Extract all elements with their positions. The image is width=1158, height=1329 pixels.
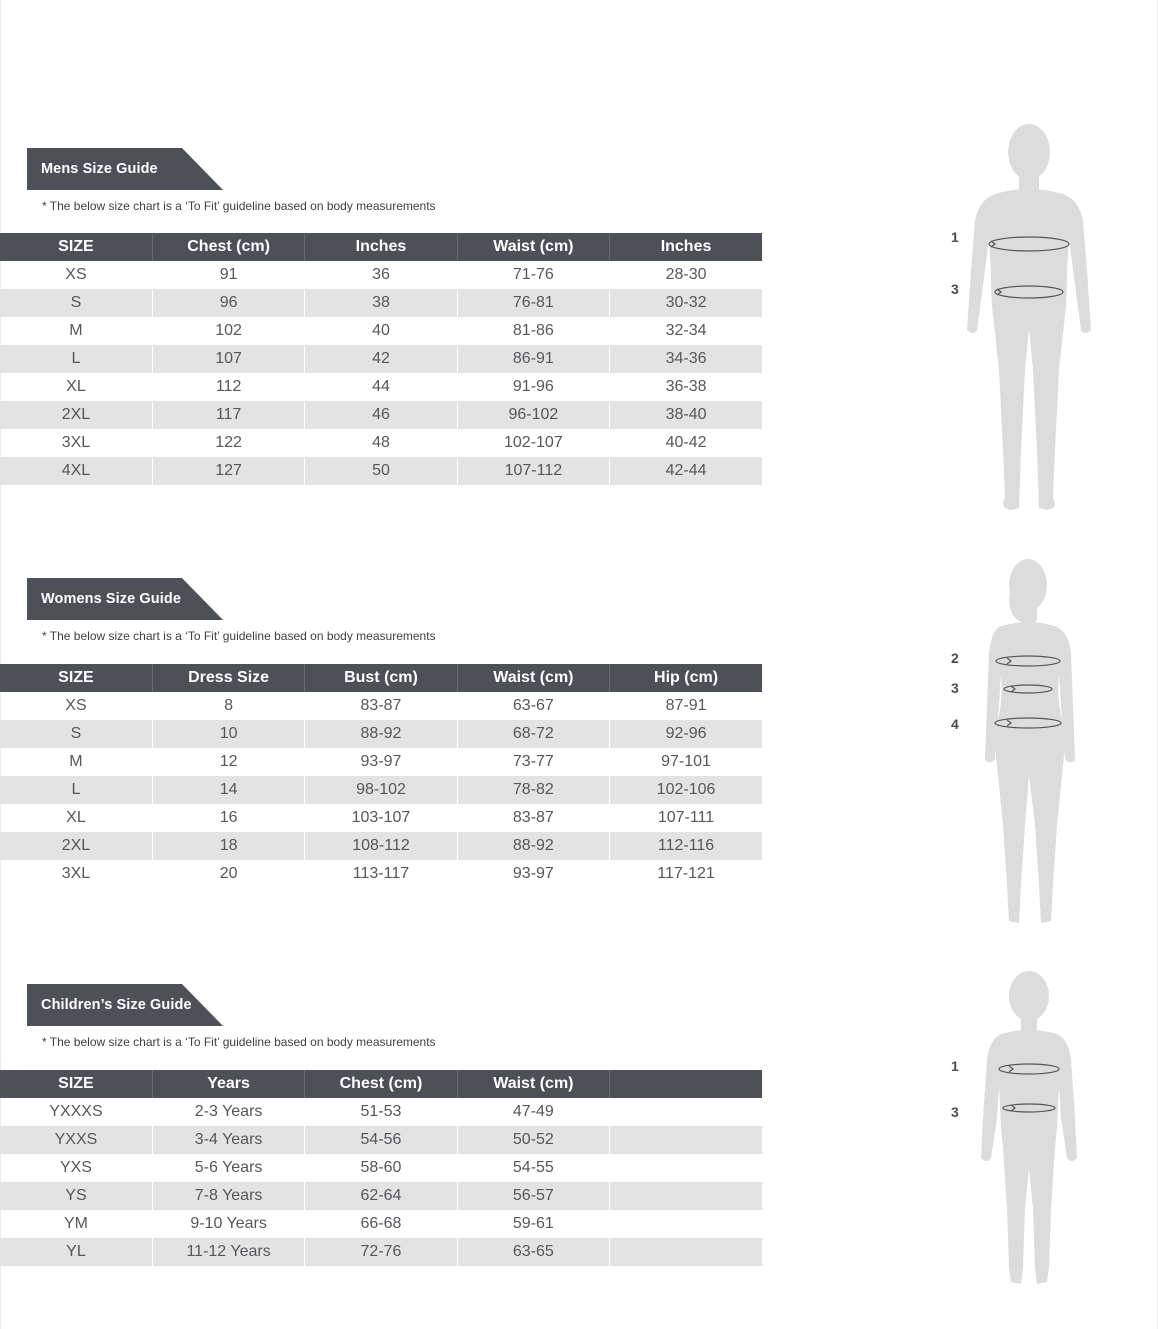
table-cell: YXXXS [49,1103,103,1120]
table-cell: 7-8 Years [152,1182,304,1210]
table-cell: 107 [152,345,304,373]
table-row [0,1238,762,1266]
womens-note: * The below size chart is a ‘To Fit’ guideline based on body measurements [42,629,436,643]
table-cell: XS [65,697,87,714]
mens-size-table [0,233,762,485]
table-cell: 87-91 [610,692,762,720]
table-cell: 88-92 [305,720,457,748]
table-cell: XS [65,266,87,283]
children-size-table [0,1070,762,1266]
female-body-figure-icon [975,555,1085,927]
marker-label: 1 [951,1058,959,1074]
table-cell: 107-111 [610,804,762,832]
table-row [0,1182,762,1210]
table-cell: 4XL [0,457,152,485]
table-cell: 102 [152,317,304,345]
table-cell: 58-60 [305,1154,457,1182]
mens-note: * The below size chart is a ‘To Fit’ guideline based on body measurements [42,199,436,213]
table-cell: 50 [305,457,457,485]
table-cell: 73-77 [457,748,609,776]
table-cell: 68-72 [457,720,609,748]
table-cell: 122 [152,429,304,457]
table-row [0,804,762,832]
table-cell: 14 [152,776,304,804]
table-row [0,860,762,888]
table-cell: 47-49 [457,1098,609,1126]
table-cell: 5-6 Years [152,1154,304,1182]
table-cell: L [0,345,152,373]
table-header-row [0,1070,762,1098]
table-cell: 78-82 [457,776,609,804]
marker-label: 1 [951,229,959,245]
table-cell: 66-68 [305,1210,457,1238]
table-cell: 83-87 [305,692,457,720]
table-row [0,429,762,457]
table-cell [610,1098,762,1126]
table-cell: 2XL [0,401,152,429]
table-row [0,1210,762,1238]
womens-size-table [0,664,762,888]
column-header: Bust (cm) [305,664,457,692]
table-cell: 76-81 [457,289,609,317]
table-cell: XL [66,378,86,395]
table-row [0,373,762,401]
table-cell: 2-3 Years [152,1098,304,1126]
table-cell: M [69,753,83,770]
marker-label: 2 [951,650,959,666]
table-cell: 91 [152,261,304,289]
table-cell [610,1182,762,1210]
table-cell: 71-76 [457,261,609,289]
table-cell: 38 [305,289,457,317]
table-cell: 107-112 [457,457,609,485]
table-cell: 3XL [61,865,91,882]
table-cell: 36 [305,261,457,289]
table-cell: 44 [305,373,457,401]
table-cell [610,1126,762,1154]
table-cell: 72-76 [305,1238,457,1266]
child-body-figure-icon [975,968,1085,1288]
table-row [0,261,762,289]
column-header: Hip (cm) [610,664,762,692]
table-cell: 102-107 [457,429,609,457]
male-body-figure-icon [955,120,1100,515]
marker-label: 3 [951,281,959,297]
column-header: SIZE [0,233,152,261]
table-cell: L [0,776,152,804]
table-cell: 12 [152,748,304,776]
table-header-row [0,233,762,261]
table-cell: 103-107 [305,804,457,832]
table-cell: 63-65 [457,1238,609,1266]
table-cell: 32-34 [610,317,762,345]
table-cell: 3-4 Years [152,1126,304,1154]
table-cell: 98-102 [305,776,457,804]
column-header: Chest (cm) [305,1070,457,1098]
table-cell: 62-64 [305,1182,457,1210]
column-header: Inches [305,233,457,261]
table-cell: 48 [305,429,457,457]
column-header: Waist (cm) [457,1070,609,1098]
table-cell: 63-67 [457,692,609,720]
table-cell [610,1154,762,1182]
table-row [0,401,762,429]
womens-section [27,578,789,644]
table-cell: 54-55 [457,1154,609,1182]
table-row [0,345,762,373]
table-cell: 108-112 [305,832,457,860]
table-cell: 38-40 [610,401,762,429]
children-banner [27,984,223,1026]
column-header: Chest (cm) [152,233,304,261]
children-note: * The below size chart is a ‘To Fit’ guideline based on body measurements [42,1035,436,1049]
mens-section [27,148,789,214]
table-cell: 10 [152,720,304,748]
table-cell: 40 [305,317,457,345]
table-cell: 2XL [0,832,152,860]
table-row [0,720,762,748]
table-cell: 30-32 [610,289,762,317]
table-cell: 86-91 [457,345,609,373]
table-cell: 93-97 [305,748,457,776]
table-cell: 9-10 Years [152,1210,304,1238]
marker-label: 3 [951,1104,959,1120]
children-section [27,984,789,1050]
table-row [0,317,762,345]
table-cell: 96-102 [457,401,609,429]
table-cell: S [0,720,152,748]
table-cell: YS [0,1182,152,1210]
children-title: Children’s Size Guide [41,997,192,1013]
table-row [0,776,762,804]
mens-title: Mens Size Guide [41,161,158,177]
column-header: Inches [610,233,762,261]
womens-title: Womens Size Guide [41,591,182,607]
column-header: SIZE [0,664,152,692]
table-cell: 46 [305,401,457,429]
table-cell: 102-106 [610,776,762,804]
table-cell: 91-96 [457,373,609,401]
table-row [0,692,762,720]
table-cell: 92-96 [610,720,762,748]
table-cell: 42-44 [610,457,762,485]
marker-label: 3 [951,680,959,696]
table-cell: 112 [152,373,304,401]
table-cell [610,1210,762,1238]
mens-banner [27,148,223,190]
table-cell: 11-12 Years [152,1238,304,1266]
table-cell: 81-86 [457,317,609,345]
table-cell: 8 [152,692,304,720]
table-row [0,832,762,860]
table-cell: 18 [152,832,304,860]
table-row [0,1126,762,1154]
column-header: Years [152,1070,304,1098]
table-cell: 28-30 [610,261,762,289]
column-header: Waist (cm) [457,233,609,261]
table-cell: 42 [305,345,457,373]
table-cell: 54-56 [305,1126,457,1154]
table-cell: 34-36 [610,345,762,373]
table-cell: 127 [152,457,304,485]
table-row [0,748,762,776]
column-header: Waist (cm) [457,664,609,692]
table-cell [610,1238,762,1266]
table-cell: 40-42 [610,429,762,457]
table-cell: 83-87 [457,804,609,832]
table-cell: 96 [152,289,304,317]
table-cell: 50-52 [457,1126,609,1154]
table-cell: 88-92 [457,832,609,860]
marker-label: 4 [951,716,959,732]
table-row [0,457,762,485]
column-header [610,1070,762,1098]
table-cell: S [0,289,152,317]
table-cell: YXS [59,1159,92,1176]
table-row [0,1154,762,1182]
table-cell: 51-53 [305,1098,457,1126]
table-cell: 113-117 [305,860,457,888]
table-row [0,289,762,317]
table-cell: 117 [152,401,304,429]
table-cell: 93-97 [457,860,609,888]
table-cell: YL [0,1238,152,1266]
table-cell: 97-101 [610,748,762,776]
column-header: Dress Size [152,664,304,692]
table-row [0,1098,762,1126]
table-cell: 36-38 [610,373,762,401]
table-cell: 3XL [61,434,91,451]
table-cell: M [69,322,83,339]
table-cell: 16 [152,804,304,832]
table-cell: 59-61 [457,1210,609,1238]
table-cell: 20 [152,860,304,888]
table-cell: 117-121 [610,860,762,888]
table-cell: YM [63,1215,88,1232]
table-cell: XL [66,809,86,826]
table-cell: 56-57 [457,1182,609,1210]
table-cell: YXXS [0,1126,152,1154]
table-header-row [0,664,762,692]
column-header: SIZE [0,1070,152,1098]
womens-banner [27,578,223,620]
table-cell: 112-116 [610,832,762,860]
